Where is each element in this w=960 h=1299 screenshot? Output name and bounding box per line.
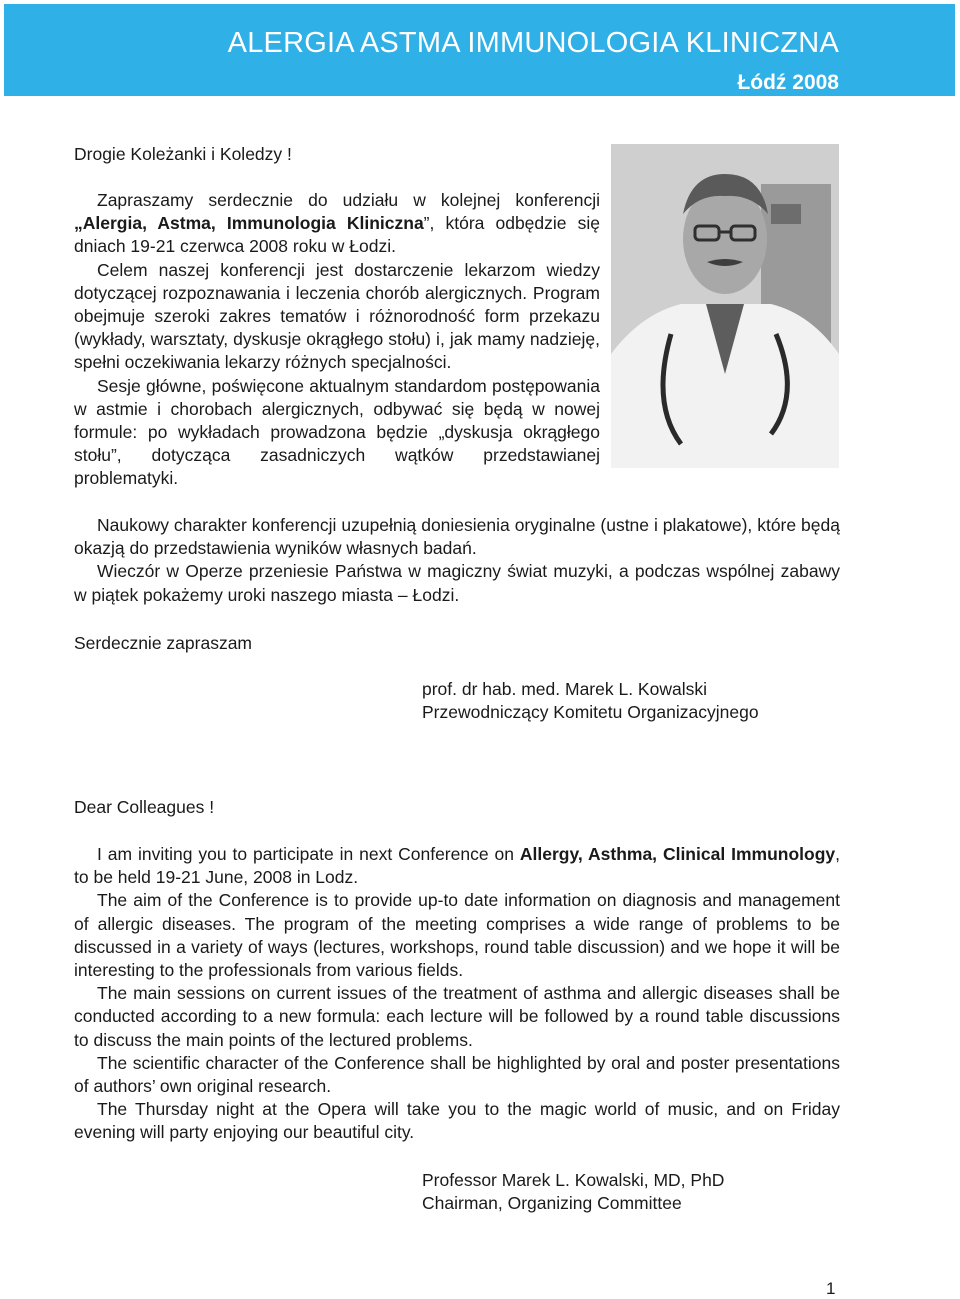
english-conference-name: Allergy, Asthma, Clinical Immunology: [519, 844, 836, 864]
polish-body-upper: [74, 189, 600, 491]
doctor-photo: [611, 144, 839, 468]
polish-paragraph-2: Celem naszej konferencji jest dostarczenie lekarzom wiedzy dotyczącej rozpoznawania i leczenia chorób alergicznych. Program obejmuje szeroki zakres tematów i różnorodność form przekazu (wykłady, warsztaty, dyskusje okrągłego stołu) i, jak mamy nadzieję, spełni oczekiwania lekarzy różnych specjalności.: [74, 259, 600, 373]
polish-paragraph-3: Sesje główne, poświęcone aktualnym standardom postępowania w astmie i chorobach alergicznych, odbywać się będą w nowej formule: po wykładach prowadzona będzie „dyskusja okrągłego stołu”, dotycząca zasadniczych wątków przedstawianej problematyki.: [74, 375, 600, 489]
english-paragraph-2: The aim of the Conference is to provide up-to date information on diagnosis and management of allergic diseases. The program of the meeting comprises a wide range of problems to be discussed in a variety of ways (lectures, workshops, round table discussion) and we hope it will be interesting to the professionals from various fields.: [74, 890, 840, 981]
polish-paragraph-4: Naukowy charakter konferencji uzupełnią doniesienia oryginalne (ustne i plakatowe), które będą okazją do przedstawienia wyników własnych badań.: [74, 515, 840, 559]
english-signature-title: Chairman, Organizing Committee: [422, 1193, 682, 1214]
english-paragraph-3: The main sessions on current issues of the treatment of asthma and allergic diseases shall be conducted according to a new formula: each lecture will be followed by a round table discussions to discuss the main points of the lectured problems.: [74, 983, 840, 1050]
english-paragraph-4: The scientific character of the Conference shall be highlighted by oral and poster presentations of authors’ own original research.: [74, 1052, 840, 1097]
polish-body-lower: [74, 514, 840, 607]
doctor-portrait-image: [611, 144, 839, 468]
english-signature: [422, 1169, 724, 1215]
polish-paragraph-1: Zapraszamy serdecznie do udziału w kolejnej konferencji „Alergia, Astma, Immunologia Kliniczna”, która odbędzie się dniach 19-21 czerwca 2008 roku w Łodzi.: [74, 190, 600, 257]
polish-signature-name: prof. dr hab. med. Marek L. Kowalski: [422, 679, 707, 699]
english-paragraph-1: I am inviting you to participate in next Conference on Allergy, Asthma, Clinical Immunology, to be held 19-21 June, 2008 in Lodz.: [74, 844, 840, 888]
header-banner: [4, 4, 955, 96]
polish-signature: [422, 678, 759, 724]
polish-conference-name: „Alergia, Astma, Immunologia Kliniczna: [74, 213, 424, 234]
english-salutation: Dear Colleagues !: [74, 797, 215, 817]
polish-paragraph-5: Wieczór w Operze przeniesie Państwa w magiczny świat muzyki, a podczas wspólnej zabawy w piątek pokażemy uroki naszego miasta – Łodzi.: [74, 561, 840, 605]
polish-salutation: Drogie Koleżanki i Koledzy !: [74, 144, 292, 164]
conference-subtitle: Łódź 2008: [737, 71, 839, 94]
page-number: 1: [826, 1279, 836, 1298]
conference-title: ALERGIA ASTMA IMMUNOLOGIA KLINICZNA: [227, 27, 839, 59]
english-paragraph-5: The Thursday night at the Opera will take you to the magic world of music, and on Friday evening will party enjoying our beautiful city.: [74, 1099, 840, 1143]
english-body: [74, 843, 840, 1145]
polish-closing: Serdecznie zapraszam: [74, 633, 252, 653]
polish-signature-title: Przewodniczący Komitetu Organizacyjnego: [422, 702, 759, 723]
english-signature-name: Professor Marek L. Kowalski, MD, PhD: [422, 1170, 725, 1190]
